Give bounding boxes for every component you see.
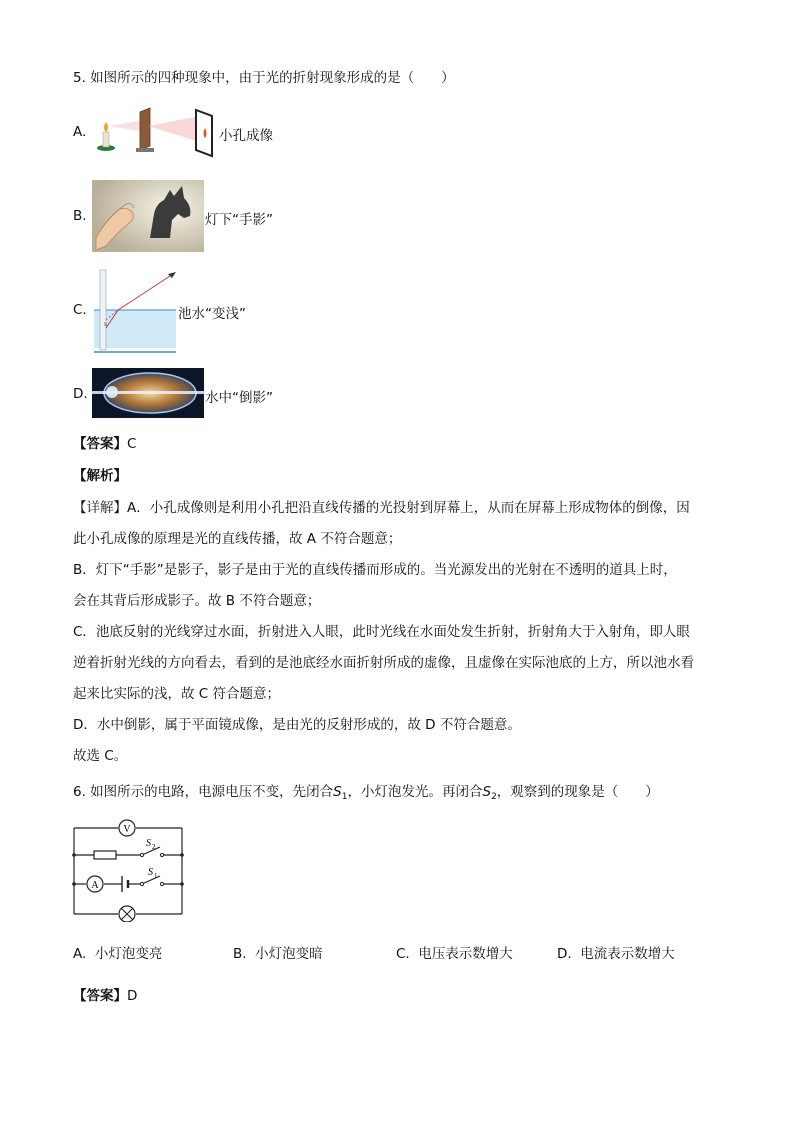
q5-explain-line-3: B．灯下“手影”是影子，影子是由于光的直线传播而形成的。当光源发出的光射在不透明的道具上时， [73, 562, 677, 578]
q5-explain-line-6: 逆着折射光线的方向看去，看到的是池底经水面折射所成的虚像，且虚像在实际池底的上方，所以池水看 [73, 655, 694, 671]
switch1-label: S [148, 867, 153, 878]
q5-option-c-caption: 池水“变浅” [178, 306, 246, 322]
q6-option-d: D. 电流表示数增大 [557, 946, 675, 962]
q5-answer-value: C [127, 436, 137, 452]
q5-answer [73, 432, 136, 452]
q6-s2: $S_2$ [482, 784, 497, 802]
q6-s1: $S_1$ [333, 784, 348, 802]
q5-option-a-letter: A. [73, 124, 87, 140]
q6-answer-value: D [127, 988, 138, 1004]
switch2-label: S [146, 838, 151, 849]
q5-option-b-caption: 灯下“手影” [205, 212, 273, 228]
q6-option-a: A. 小灯泡变亮 [73, 946, 163, 962]
circuit-diagram [70, 818, 188, 922]
q5-explain-line-9: 故选 C。 [73, 748, 128, 764]
q5-explain-line-8: D．水中倒影，属于平面镜成像，是由光的反射形成的，故 D 不符合题意。 [73, 717, 521, 733]
q6-option-b: B. 小灯泡变暗 [233, 946, 323, 962]
q5-option-c-letter: C. [73, 302, 87, 318]
q5-stem: 5. 如图所示的四种现象中，由于光的折射现象形成的是（ ） [73, 70, 455, 86]
pool-refraction-image [92, 266, 178, 356]
svg-text:s: s [104, 321, 108, 328]
q5-analysis-label: 【解析】 [73, 468, 127, 484]
q5-explain-line-7: 起来比实际的浅，故 C 符合题意； [73, 686, 281, 702]
ammeter-label: A [91, 880, 99, 891]
svg-text:1: 1 [154, 872, 158, 880]
q5-answer-label: 【答案】 [73, 436, 127, 452]
hand-shadow-image [92, 180, 204, 252]
q5-explain-line-2: 此小孔成像的原理是光的直线传播，故 A 不符合题意； [73, 531, 402, 547]
svg-text:2: 2 [152, 843, 156, 851]
voltmeter-label: V [123, 824, 131, 835]
q6-answer [73, 984, 137, 1004]
q5-option-b-letter: B. [73, 208, 87, 224]
q5-detail-label: 【详解】 [73, 500, 127, 516]
q6-stem: 6. 如图所示的电路，电源电压不变，先闭合$S_1$，小灯泡发光。再闭合$S_2$，观察到的现象是（ ） [73, 784, 659, 802]
q5-option-d-caption: 水中“倒影” [205, 390, 273, 406]
q6-answer-label: 【答案】 [73, 988, 127, 1004]
reflection-image [92, 368, 204, 418]
q6-option-c: C. 电压表示数增大 [396, 946, 513, 962]
q5-option-d-letter: D. [73, 386, 88, 402]
q5-explain-line-5: C．池底反射的光线穿过水面，折射进入人眼，此时光线在水面处发生折射，折射角大于入射角，即人眼 [73, 624, 690, 640]
q5-option-a-caption: 小孔成像 [219, 128, 273, 144]
q5-explain-line-1: 【详解】A．小孔成像则是利用小孔把沿直线传播的光投射到屏幕上，从而在屏幕上形成物体的倒像，因 [73, 500, 690, 516]
q5-explain-line-4: 会在其背后形成影子。故 B 不符合题意； [73, 593, 321, 609]
pinhole-image [92, 106, 216, 158]
